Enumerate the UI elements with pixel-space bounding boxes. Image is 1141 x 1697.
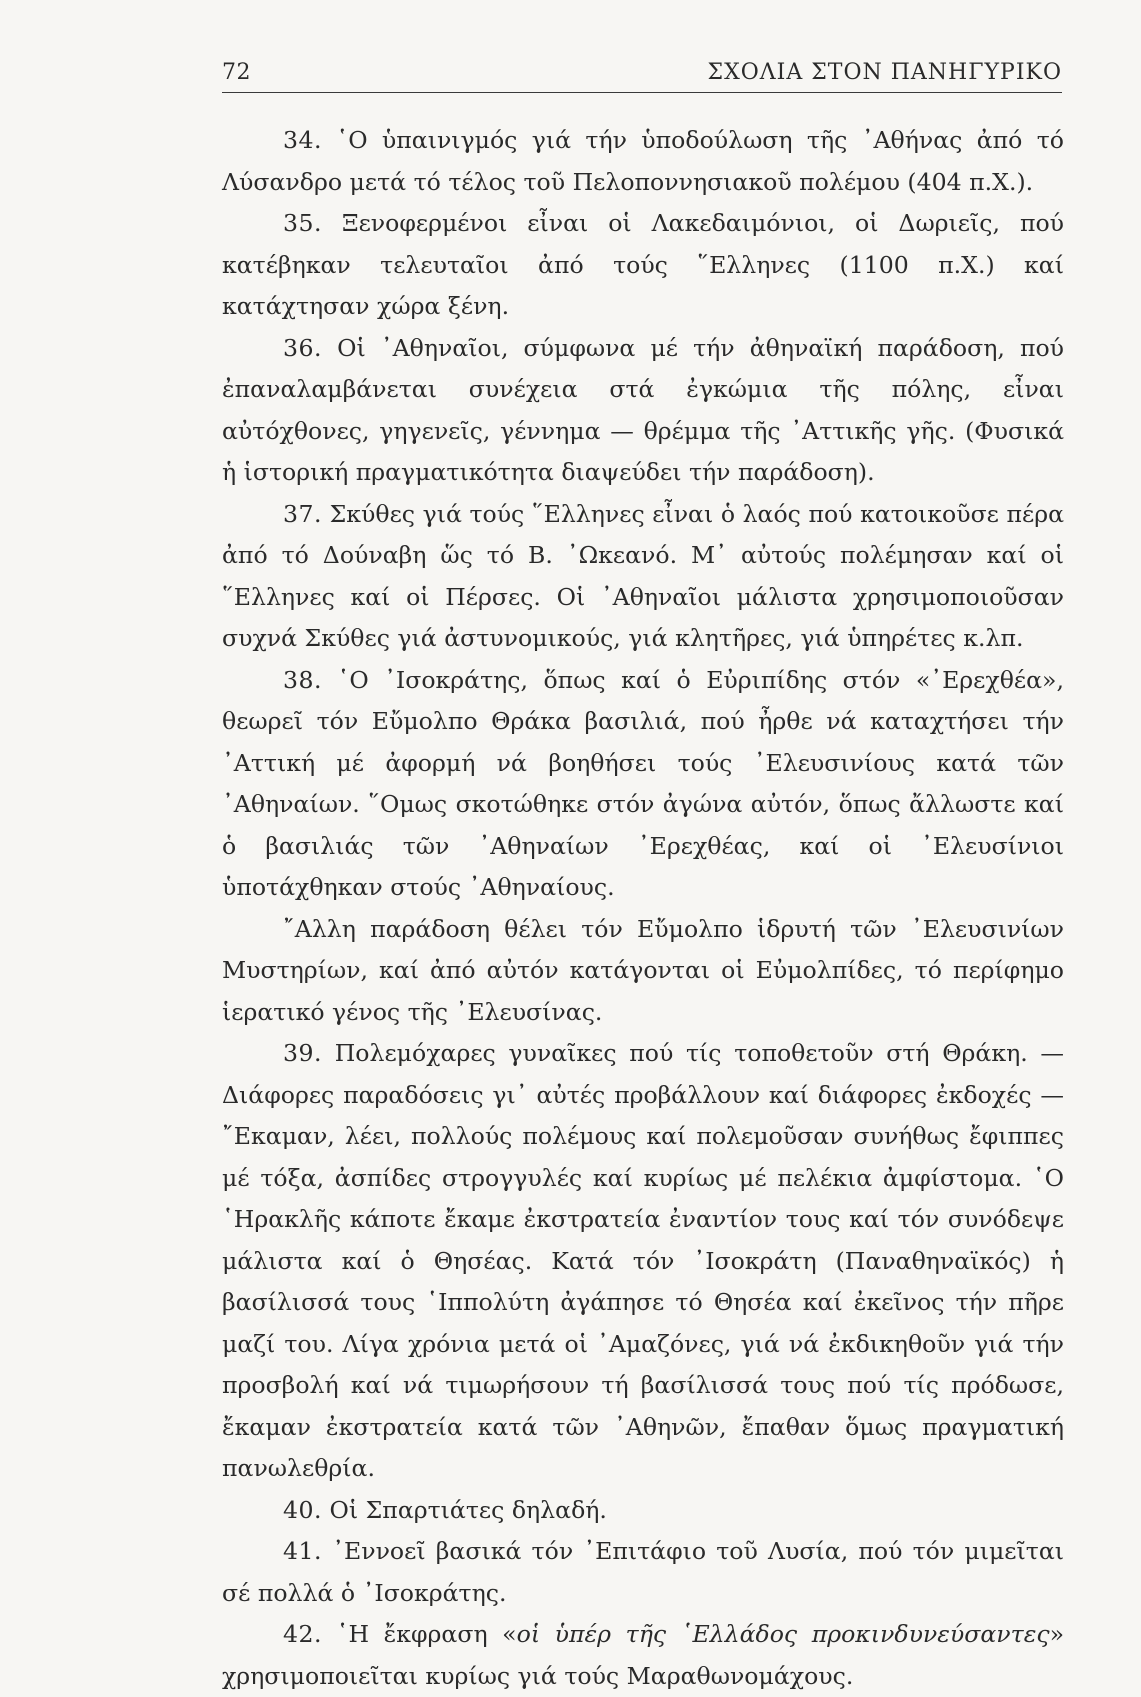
note-number: 41. [283, 1537, 323, 1565]
note-number: 42. [283, 1620, 323, 1648]
note-36 [222, 328, 1064, 494]
quoted-phrase: οἱ ὑπέρ τῆς ῾Ελλάδος προκινδυνεύσαντες [516, 1620, 1050, 1648]
note-number: 38. [283, 665, 323, 694]
note-text: ᾿Εννοεῖ βασικά τόν ᾿Επιτάφιο τοῦ Λυσία, πού τόν μιμεῖται σέ πολλά ὁ ᾿Ισοκράτης. [222, 1537, 1065, 1607]
note-text-before: ῾Η ἔκφραση « [336, 1620, 517, 1648]
note-42 [222, 1614, 1064, 1697]
note-text: Σκύθες γιά τούς ῞Ελληνες εἶναι ὁ λαός πού κατοικοῦσε πέρα ἀπό τό Δούναβη ὥς τό Β. ᾿Ωκεανό. Μ᾿ αὐτούς πολέμησαν καί οἱ ῞Ελληνες καί οἱ Πέρσες. Οἱ ᾿Αθηναῖοι μάλιστα χρησιμοποιοῦσαν συχνά Σκύθες γιά ἀστυνομικούς, γιά κλητῆρες, γιά ὑπηρέτες κ.λπ. [222, 499, 1064, 652]
running-title: ΣΧΟΛΙΑ ΣΤΟΝ ΠΑΝΗΓΥΡΙΚΟ [707, 60, 1062, 85]
note-number: 37. [283, 499, 323, 528]
note-number: 39. [283, 1039, 323, 1067]
note-number: 34. [283, 126, 323, 154]
notes-body [222, 120, 1064, 1697]
note-text: ῾Ο ᾿Ισοκράτης, ὅπως καί ὁ Εὐριπίδης στόν «᾿Ερεχθέα», θεωρεῖ τόν Εὔμολπο Θράκα βασιλιά, πού ἦρθε νά καταχτήσει τήν ᾿Αττική μέ ἀφορμή νά βοηθήσει τούς ᾿Ελευσινίους κατά τῶν ᾿Αθηναίων. ῞Ομως σκοτώθηκε στόν ἀγώνα αὐτόν, ὅπως ἄλλωστε καί ὁ βασιλιάς τῶν ᾿Αθηναίων ᾿Ερεχθέας, καί οἱ ᾿Ελευσίνιοι ὑποτάχθηκαν στούς ᾿Αθηναίους. [222, 665, 1064, 901]
note-text: ῎Αλλη παράδοση θέλει τόν Εὔμολπο ἱδρυτή τῶν ᾿Ελευσινίων Μυστηρίων, καί ἀπό αὐτόν κατάγονται οἱ Εὐμολπίδες, τό περίφημο ἱερατικό γένος τῆς ᾿Ελευσίνας. [222, 914, 1064, 1026]
note-39 [222, 1033, 1064, 1490]
note-number: 36. [283, 333, 323, 362]
note-text: Πολεμόχαρες γυναῖκες πού τίς τοποθετοῦν στή Θράκη. — Διάφορες παραδόσεις γι᾿ αὐτές προβάλλουν καί διάφορες ἐκδοχές — ῎Εκαμαν, λέει, πολλούς πολέμους καί πολεμοῦσαν συνήθως ἔφιππες μέ τόξα, ἀσπίδες στρογγυλές καί κυρίως μέ πελέκια ἀμφίστομα. ῾Ο ῾Ηρακλῆς κάποτε ἔκαμε ἐκστρατεία ἐναντίον τους καί τόν συνόδεψε μάλιστα καί ὁ Θησέας. Κατά τόν ᾿Ισοκράτη (Παναθηναϊκός) ἡ βασίλισσά τους ῾Ιππολύτη ἀγάπησε τό Θησέα καί ἐκεῖνος τήν πῆρε μαζί του. Λίγα χρόνια μετά οἱ ᾿Αμαζόνες, γιά νά ἐκδικηθοῦν γιά τήν προσβολή καί νά τιμωρήσουν τή βασίλισσά τους πού τίς πρόδωσε, ἔκαμαν ἐκστρατεία κατά τῶν ᾿Αθηνῶν, ἔπαθαν ὅμως πραγματική πανωλεθρία. [222, 1039, 1064, 1482]
note-38 [222, 660, 1064, 909]
note-number: 40. [283, 1495, 323, 1524]
note-40 [222, 1490, 1064, 1532]
page-number: 72 [222, 60, 251, 85]
note-34 [222, 120, 1064, 203]
note-38-continuation [222, 909, 1064, 1034]
note-text: Οἱ ᾿Αθηναῖοι, σύμφωνα μέ τήν ἀθηναϊκή παράδοση, πού ἐπαναλαμβάνεται συνέχεια στά ἐγκώμια τῆς πόλης, εἶναι αὐτόχθονες, γηγενεῖς, γέννημα — θρέμμα τῆς ᾿Αττικῆς γῆς. (Φυσικά ἡ ἱστορική πραγματικότητα διαψεύδει τήν παράδοση). [222, 333, 1065, 486]
note-41 [222, 1531, 1064, 1614]
note-text: Ξενοφερμένοι εἶναι οἱ Λακεδαιμόνιοι, οἱ Δωριεῖς, πού κατέβηκαν τελευταῖοι ἀπό τούς ῞Ελληνες (1100 π.Χ.) καί κατάχτησαν χώρα ξένη. [222, 209, 1064, 320]
note-text: Οἱ Σπαρτιάτες δηλαδή. [329, 1495, 607, 1524]
note-number: 35. [283, 209, 323, 237]
note-text: ῾Ο ὑπαινιγμός γιά τήν ὑποδούλωση τῆς ᾿Αθήνας ἀπό τό Λύσανδρο μετά τό τέλος τοῦ Πελοποννησιακοῦ πολέμου (404 π.Χ.). [222, 126, 1064, 196]
note-text-after: » χρησιμοποιεῖται κυρίως γιά τούς Μαραθωνομάχους. [222, 1620, 1065, 1690]
note-37 [222, 494, 1064, 660]
note-35 [222, 203, 1064, 328]
running-header [222, 58, 1062, 93]
